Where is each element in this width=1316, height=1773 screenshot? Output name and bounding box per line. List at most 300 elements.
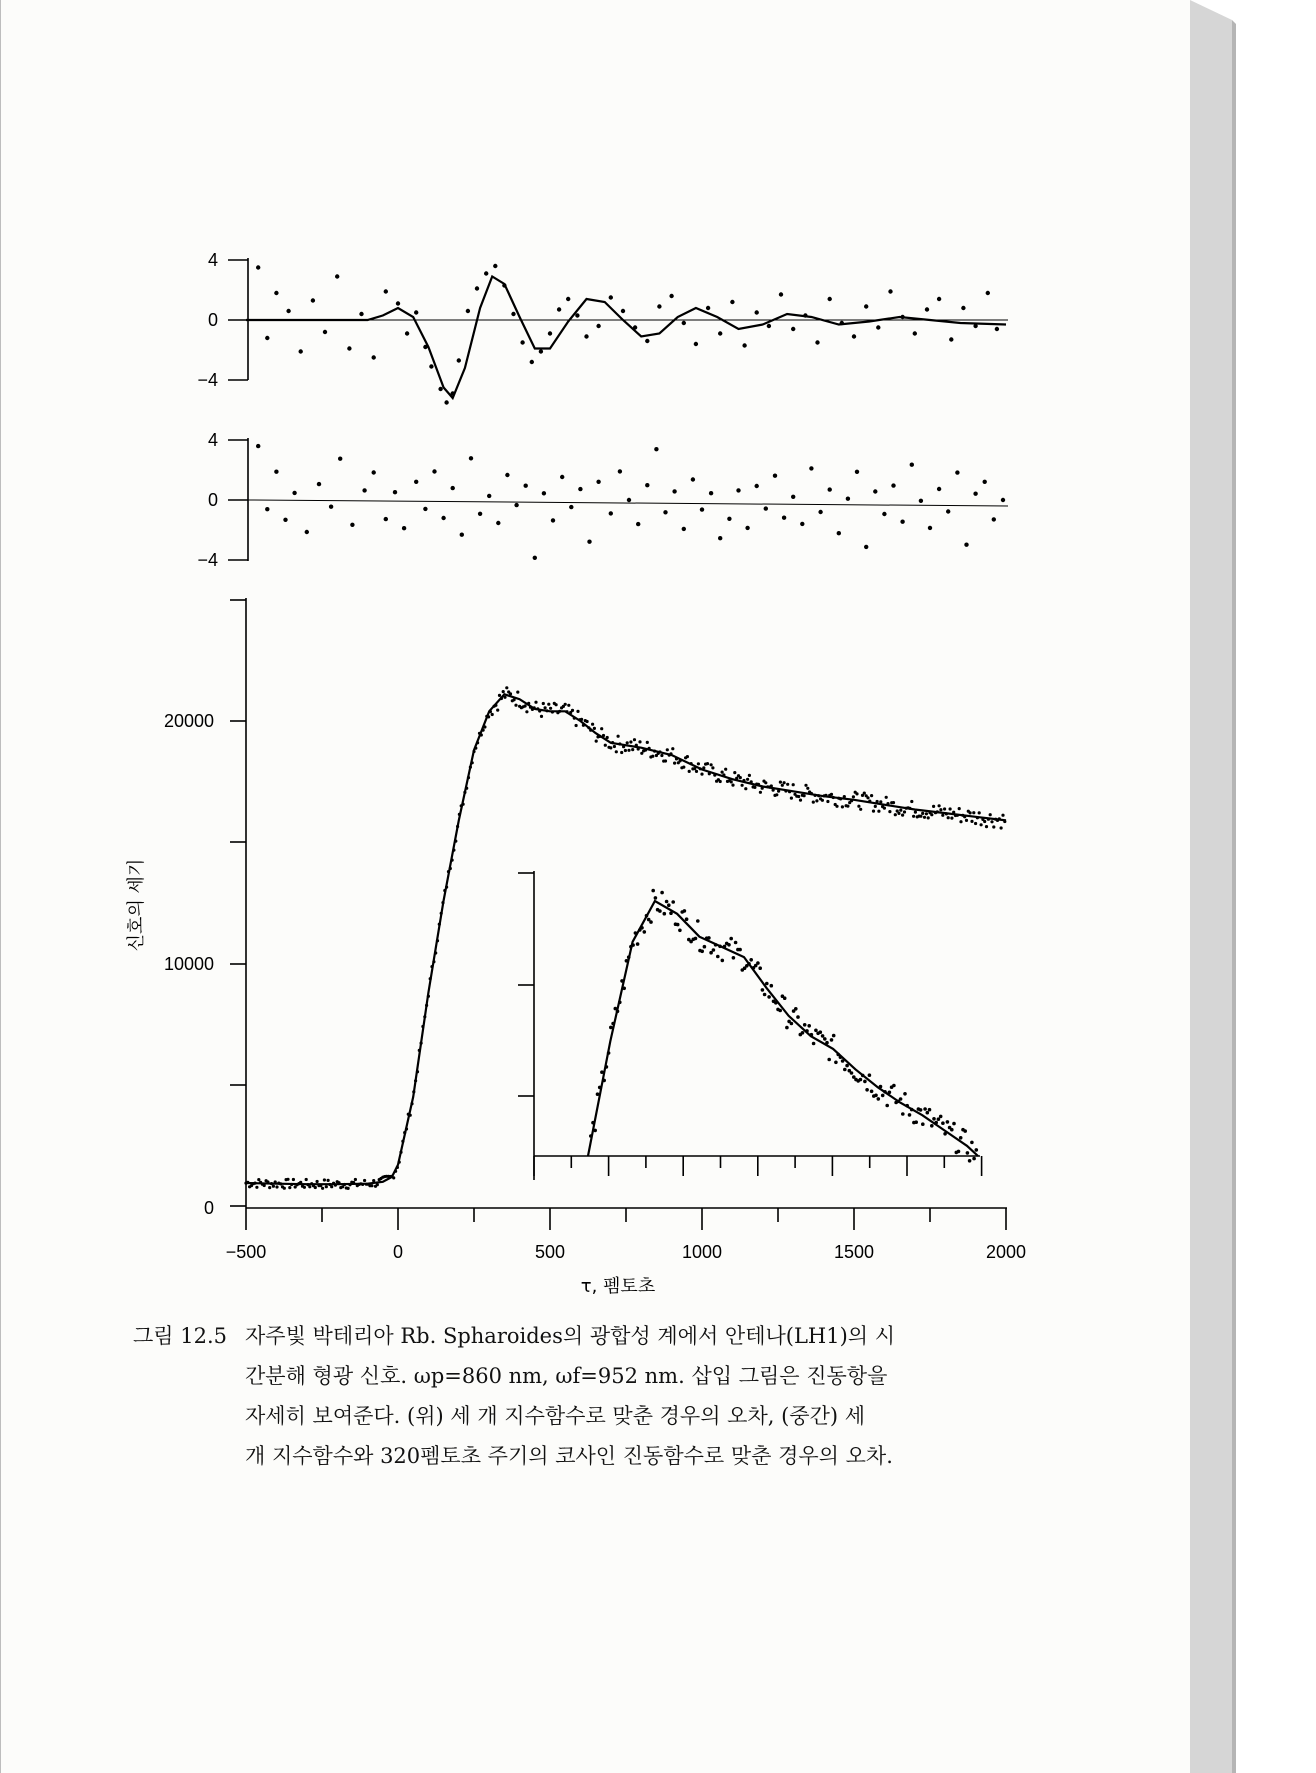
inset-point-154: [932, 1117, 936, 1121]
main-signal-point-47: [330, 1185, 333, 1188]
middle-residual-point-43: [672, 489, 676, 493]
middle-residual-point-17: [432, 469, 436, 473]
main-signal-fit: [246, 694, 1006, 1184]
main-signal-point-353: [888, 810, 891, 813]
inset-x-ticks: [534, 1156, 982, 1176]
middle-residual-point-66: [882, 512, 886, 516]
top-residual-point-37: [621, 309, 625, 313]
main-signal-point-271: [739, 776, 742, 779]
middle-residual-points: [256, 444, 1005, 560]
inset-point-117: [850, 1071, 854, 1075]
inset-point-63: [729, 937, 733, 941]
inset-point-43: [685, 917, 689, 921]
main-signal-point-182: [576, 710, 579, 713]
main-signal-point-253: [706, 762, 709, 765]
main-signal-point-337: [859, 808, 862, 811]
top-residual-point-51: [791, 327, 795, 331]
inset-point-93: [796, 1015, 800, 1019]
main-signal-point-367: [914, 811, 917, 814]
inset-point-101: [814, 1029, 818, 1033]
top-residual-point-2: [274, 291, 278, 295]
inset-point-146: [914, 1120, 918, 1124]
main-signal-point-299: [790, 797, 793, 800]
inset-point-65: [734, 941, 738, 945]
main-signal-point-191: [593, 727, 596, 730]
inset-point-98: [807, 1024, 811, 1028]
inset-points: [589, 889, 978, 1163]
inset-point-79: [765, 982, 769, 986]
middle-residual-point-49: [727, 517, 731, 521]
top-residual-point-33: [575, 313, 579, 317]
inset-point-153: [930, 1124, 934, 1128]
main-signal-point-333: [852, 795, 855, 798]
inset-point-77: [761, 988, 765, 992]
top-residual-point-54: [828, 297, 832, 301]
main-signal-point-291: [775, 793, 778, 796]
main-signal-point-56: [347, 1187, 350, 1190]
main-signal-point-261: [721, 771, 724, 774]
inset-point-125: [868, 1073, 872, 1077]
top-residual-point-39: [645, 339, 649, 343]
main-signal-point-395: [965, 819, 968, 822]
main-signal-point-248: [697, 762, 700, 765]
middle-residual-point-41: [654, 447, 658, 451]
middle-residual-point-76: [973, 492, 977, 496]
main-signal-point-240: [682, 766, 685, 769]
middle-residual-point-42: [663, 510, 667, 514]
top-residual-point-56: [852, 334, 856, 338]
main-signal-point-402: [978, 811, 981, 814]
top-residual-point-18: [444, 400, 448, 404]
top-residual-point-62: [925, 307, 929, 311]
main-signal-point-414: [1000, 826, 1003, 829]
main-signal-point-311: [812, 801, 815, 804]
main-signal-point-410: [992, 825, 995, 828]
main-signal-point-343: [870, 794, 873, 797]
top-residual-point-29: [539, 349, 543, 353]
middle-residual-point-56: [791, 495, 795, 499]
middle-residual-point-54: [773, 474, 777, 478]
main-signal-point-13: [268, 1186, 271, 1189]
middle-residual-point-45: [691, 477, 695, 481]
middle-residual-point-32: [569, 505, 573, 509]
top-residual-point-58: [876, 325, 880, 329]
inset-point-51: [703, 945, 707, 949]
middle-residual-point-14: [402, 526, 406, 530]
middle-residual-point-57: [800, 522, 804, 526]
inset-point-150: [923, 1107, 927, 1111]
main-signal-point-15: [272, 1185, 275, 1188]
top-residual-point-17: [438, 387, 442, 391]
inset-point-170: [968, 1159, 972, 1163]
inset-point-88: [785, 1026, 789, 1030]
middle-residual-point-7: [329, 505, 333, 509]
main-signal-point-344: [872, 810, 875, 813]
main-signal-point-44: [325, 1185, 328, 1188]
main-signal-point-202: [613, 745, 616, 748]
main-signal-point-190: [591, 723, 594, 726]
top-residual-point-12: [396, 301, 400, 305]
inset-point-32: [660, 891, 664, 895]
main-signal-point-32: [303, 1186, 306, 1189]
middle-residual-point-58: [809, 466, 813, 470]
caption-line-1-text: 자주빛 박테리아 Rb. Spharoides의 광합성 계에서 안테나(LH1)의 시: [245, 1324, 896, 1348]
inset-point-62: [727, 943, 731, 947]
main-signal-point-293: [779, 781, 782, 784]
inset-point-152: [928, 1108, 932, 1112]
middle-residual-point-20: [460, 533, 464, 537]
main-x-axis-title: τ, 펨토초: [580, 1276, 656, 1297]
top-residual-point-4: [299, 349, 303, 353]
inset-fit: [588, 901, 978, 1156]
inset-point-55: [712, 948, 716, 952]
main-signal-point-358: [897, 812, 900, 815]
main-signal-point-313: [815, 799, 818, 802]
main-signal-point-256: [711, 766, 714, 769]
top-ytick-label-m4: −4: [197, 370, 218, 390]
main-signal-point-300: [792, 783, 795, 786]
main-signal-point-392: [959, 820, 962, 823]
main-xtick-label-2000: 2000: [985, 1242, 1027, 1262]
main-signal-point-409: [990, 820, 993, 823]
main-signal-point-179: [571, 709, 574, 712]
middle-residual-point-12: [384, 517, 388, 521]
middle-residual-point-23: [487, 494, 491, 498]
inset-point-143: [908, 1113, 912, 1117]
top-residual-point-11: [384, 289, 388, 293]
middle-residual-point-79: [1001, 498, 1005, 502]
inset-point-87: [783, 996, 787, 1000]
inset-point-133: [885, 1104, 889, 1108]
main-signal-panel: [125, 598, 1026, 1297]
main-signal-point-275: [746, 778, 749, 781]
top-residual-point-57: [864, 304, 868, 308]
main-signal-point-154: [525, 710, 528, 713]
middle-residual-point-53: [764, 506, 768, 510]
main-signal-point-24: [288, 1186, 291, 1189]
top-residual-point-48: [755, 310, 759, 314]
top-residual-point-1: [265, 336, 269, 340]
inset-point-148: [919, 1108, 923, 1112]
inset-point-128: [874, 1094, 878, 1098]
main-signal-point-43: [323, 1178, 326, 1181]
middle-residual-point-64: [864, 545, 868, 549]
inset-point-85: [778, 1009, 782, 1013]
main-signal-point-406: [985, 825, 988, 828]
main-signal-point-382: [941, 814, 944, 817]
inset-panel: [518, 871, 982, 1180]
top-residual-point-21: [466, 309, 470, 313]
main-signal-point-6: [255, 1186, 258, 1189]
inset-point-53: [707, 936, 711, 940]
inset-point-21: [636, 942, 640, 946]
main-signal-point-60: [354, 1178, 357, 1181]
inset-point-140: [901, 1112, 905, 1116]
main-signal-point-166: [547, 703, 550, 706]
inset-point-141: [903, 1092, 907, 1096]
top-residual-point-27: [520, 340, 524, 344]
main-signal-point-170: [555, 703, 558, 706]
main-signal-point-206: [620, 751, 623, 754]
top-residual-point-32: [566, 297, 570, 301]
main-signal-point-376: [930, 813, 933, 816]
main-signal-point-266: [730, 780, 733, 783]
inset-point-75: [756, 961, 760, 965]
middle-residual-point-13: [393, 490, 397, 494]
inset-point-114: [843, 1068, 847, 1072]
main-ytick-label-0: 0: [203, 1198, 214, 1218]
top-residual-point-40: [657, 304, 661, 308]
inset-point-158: [941, 1121, 945, 1125]
inset-point-37: [671, 900, 675, 904]
main-signal-point-263: [724, 768, 727, 771]
main-signal-point-21: [283, 1187, 286, 1190]
main-signal-point-148: [514, 704, 517, 707]
middle-residual-point-30: [551, 518, 555, 522]
main-signal-point-163: [542, 702, 545, 705]
middle-residual-point-9: [350, 523, 354, 527]
top-residual-point-63: [937, 297, 941, 301]
inset-point-107: [827, 1058, 831, 1062]
inset-point-163: [952, 1122, 956, 1126]
main-signal-point-192: [595, 740, 598, 743]
top-residual-point-0: [256, 265, 260, 269]
inset-point-29: [654, 896, 658, 900]
main-signal-point-247: [695, 770, 698, 773]
inset-point-33: [663, 912, 667, 916]
inset-point-80: [767, 995, 771, 999]
middle-residual-point-63: [855, 470, 859, 474]
main-signal-point-211: [629, 740, 632, 743]
top-ytick-label-4: 4: [207, 250, 218, 270]
main-signal-point-203: [615, 750, 618, 753]
main-signal-point-153: [524, 704, 527, 707]
top-residual-point-49: [767, 324, 771, 328]
main-signal-point-351: [885, 796, 888, 799]
middle-residual-point-29: [542, 491, 546, 495]
main-signal-point-33: [305, 1178, 308, 1181]
middle-residual-point-19: [451, 486, 455, 490]
top-residual-point-64: [949, 337, 953, 341]
middle-residual-point-51: [745, 526, 749, 530]
top-residual-point-31: [557, 307, 561, 311]
main-signal-point-149: [516, 691, 519, 694]
main-signal-point-285: [764, 781, 767, 784]
main-xtick-label-1500: 1500: [833, 1242, 875, 1262]
main-signal-point-42: [321, 1187, 324, 1190]
inset-point-64: [732, 956, 736, 960]
caption-line-1: [133, 1316, 1013, 1356]
top-residual-point-67: [986, 291, 990, 295]
main-signal-point-415: [1001, 814, 1004, 817]
inset-point-96: [803, 1023, 807, 1027]
main-signal-point-324: [835, 805, 838, 808]
inset-point-100: [812, 1042, 816, 1046]
inset-point-110: [834, 1061, 838, 1065]
main-signal-point-279: [753, 786, 756, 789]
middle-residual-point-37: [618, 469, 622, 473]
inset-point-48: [696, 919, 700, 923]
main-signal-point-272: [741, 784, 744, 787]
middle-residual-point-78: [992, 517, 996, 521]
main-signal-point-65: [363, 1179, 366, 1182]
top-residual-point-26: [511, 312, 515, 316]
main-signal-point-295: [783, 781, 786, 784]
middle-residual-point-26: [514, 503, 518, 507]
inset-point-165: [957, 1150, 961, 1154]
middle-residual-point-70: [919, 499, 923, 503]
top-residual-point-24: [493, 264, 497, 268]
inset-point-47: [694, 937, 698, 941]
inset-point-166: [959, 1136, 963, 1140]
top-residual-point-35: [596, 324, 600, 328]
caption-line-3: 자세히 보여준다. (위) 세 개 지수함수로 맞춘 경우의 오차, (중간) 세: [245, 1404, 866, 1428]
main-signal-point-213: [633, 738, 636, 741]
main-signal-point-255: [710, 763, 713, 766]
main-signal-point-35: [308, 1185, 311, 1188]
main-signal-point-361: [903, 810, 906, 813]
main-signal-point-359: [899, 809, 902, 812]
main-signal-point-387: [950, 817, 953, 820]
middle-residual-point-18: [441, 516, 445, 520]
top-residual-point-43: [694, 342, 698, 346]
top-residual-point-20: [457, 358, 461, 362]
main-signal-point-143: [505, 686, 508, 689]
middle-residual-point-22: [478, 512, 482, 516]
inset-point-126: [870, 1090, 874, 1094]
main-signal-point-356: [894, 813, 897, 816]
top-residual-point-5: [311, 298, 315, 302]
middle-residual-point-10: [362, 488, 366, 492]
main-signal-point-304: [799, 799, 802, 802]
main-signal-point-339: [863, 792, 866, 795]
main-signal-point-355: [892, 801, 895, 804]
main-signal-point-243: [688, 770, 691, 773]
inset-point-34: [665, 900, 669, 904]
middle-residual-point-77: [983, 480, 987, 484]
inset-point-40: [678, 929, 682, 933]
middle-residual-point-62: [846, 497, 850, 501]
inset-point-171: [970, 1141, 974, 1145]
main-signal-point-276: [748, 774, 751, 777]
top-residual-point-68: [995, 327, 999, 331]
middle-residual-point-60: [828, 487, 832, 491]
inset-point-160: [946, 1120, 950, 1124]
inset-point-162: [950, 1128, 954, 1132]
top-residual-point-46: [730, 300, 734, 304]
middle-residual-point-71: [928, 526, 932, 530]
top-residual-point-34: [584, 334, 588, 338]
middle-residual-point-5: [305, 530, 309, 534]
main-signal-point-373: [925, 812, 928, 815]
main-signal-point-274: [744, 787, 747, 790]
caption-line-4: 개 지수함수와 320펨토초 주기의 코사인 진동함수로 맞춘 경우의 오차.: [245, 1444, 893, 1468]
inset-point-31: [658, 909, 662, 913]
main-signal-point-208: [624, 749, 627, 752]
inset-point-35: [667, 903, 671, 907]
middle-residual-point-0: [256, 444, 260, 448]
inset-point-72: [749, 958, 753, 962]
middle-residual-point-74: [955, 470, 959, 474]
middle-residual-point-15: [414, 480, 418, 484]
main-signal-point-242: [686, 755, 689, 758]
top-residual-panel: [197, 250, 1008, 405]
middle-residual-point-52: [755, 484, 759, 488]
middle-residual-point-34: [587, 540, 591, 544]
main-signal-point-397: [969, 811, 972, 814]
main-signal-points: [244, 686, 1006, 1190]
inset-point-28: [651, 889, 655, 893]
top-residual-point-41: [669, 294, 673, 298]
main-signal-point-135: [491, 713, 494, 716]
main-signal-point-408: [989, 813, 992, 816]
main-signal-point-360: [901, 814, 904, 817]
middle-residual-point-65: [873, 489, 877, 493]
main-signal-point-138: [496, 709, 499, 712]
main-ytick-label-10000: 10000: [163, 954, 214, 974]
main-signal-point-372: [923, 816, 926, 819]
main-signal-point-195: [600, 727, 603, 730]
main-signal-point-308: [806, 787, 809, 790]
main-signal-point-39: [316, 1180, 319, 1183]
top-ytick-label-0: 0: [207, 310, 218, 330]
inset-point-67: [738, 948, 742, 952]
middle-residual-panel: [197, 430, 1008, 570]
inset-point-103: [819, 1030, 823, 1034]
middle-residual-point-21: [469, 456, 473, 460]
main-signal-point-403: [980, 823, 983, 826]
inset-point-24: [643, 930, 647, 934]
main-signal-point-307: [804, 784, 807, 787]
main-signal-point-181: [575, 724, 578, 727]
figure-caption: [133, 1316, 1013, 1476]
main-signal-point-228: [660, 754, 663, 757]
main-signal-point-365: [910, 800, 913, 803]
inset-point-27: [649, 920, 653, 924]
inset-point-173: [975, 1148, 979, 1152]
top-residual-point-6: [323, 330, 327, 334]
main-signal-point-316: [821, 799, 824, 802]
middle-residual-point-39: [636, 522, 640, 526]
middle-residual-point-72: [937, 487, 941, 491]
top-residual-point-59: [888, 289, 892, 293]
top-residual-point-45: [718, 331, 722, 335]
main-signal-point-366: [912, 815, 915, 818]
inset-point-78: [763, 993, 767, 997]
top-residual-point-23: [484, 271, 488, 275]
main-signal-point-398: [970, 820, 973, 823]
main-signal-point-230: [664, 759, 667, 762]
main-signal-point-164: [544, 706, 547, 709]
main-signal-point-303: [797, 795, 800, 798]
main-signal-point-212: [631, 748, 634, 751]
top-residual-point-7: [335, 274, 339, 278]
middle-residual-point-67: [891, 483, 895, 487]
main-signal-point-374: [927, 816, 930, 819]
middle-residual-point-33: [578, 487, 582, 491]
inset-point-109: [832, 1034, 836, 1038]
main-signal-point-234: [671, 747, 674, 750]
main-signal-point-297: [786, 783, 789, 786]
inset-point-95: [801, 1031, 805, 1035]
main-signal-point-347: [877, 810, 880, 813]
top-residual-point-16: [429, 364, 433, 368]
main-signal-point-319: [826, 800, 829, 803]
top-residual-point-36: [609, 295, 613, 299]
inset-point-76: [758, 966, 762, 970]
main-signal-point-345: [874, 805, 877, 808]
main-signal-point-268: [733, 771, 736, 774]
